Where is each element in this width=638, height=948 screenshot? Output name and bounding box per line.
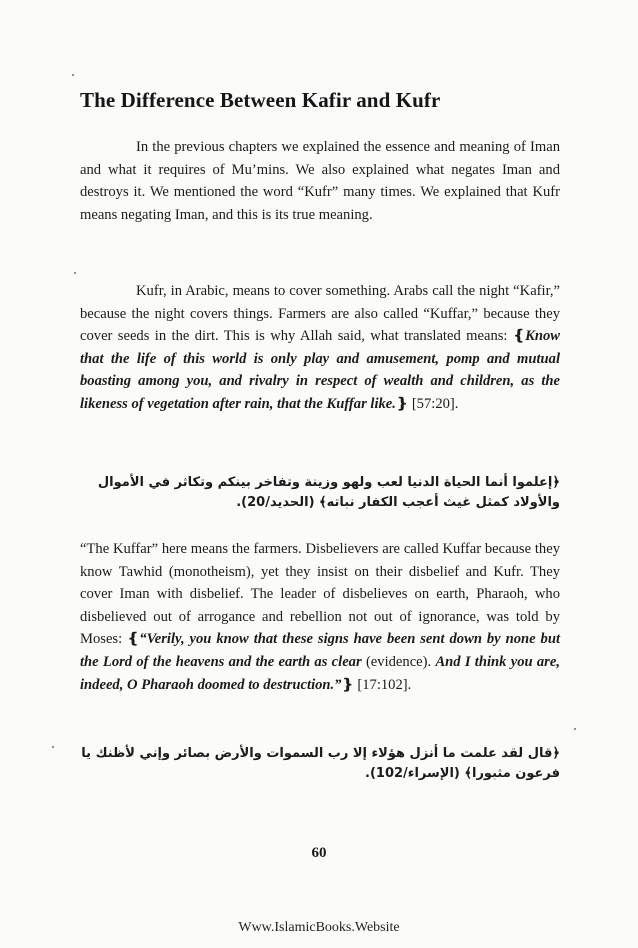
quran-quote-57-20: Know that the life of this world is only play and amusement, pomp and mutual boasting among you, and rivalry in respect of wealth and children, as the likeness of vegetation after rain, that the Kuffar like. [80, 328, 560, 412]
scan-speck [72, 74, 74, 76]
paragraph-intro [80, 136, 560, 226]
quran-quote-17-102-evidence: (evidence). [361, 653, 436, 670]
ayah-open-bracket: ❴ [127, 631, 140, 648]
ayah-close-bracket: ❵ [395, 395, 409, 412]
arabic-verse-57-20: ﴿إعلموا أنما الحياة الدنيا لعب ولهو وزينة وتفاخر بينكم وتكاثر في الأموال والأولاد كمثل غيث أعجب الكفار نباته﴾ (الحديد/20). [97, 475, 560, 510]
paragraph-kufr-meaning [80, 280, 560, 416]
page-number: 60 [311, 845, 327, 861]
arabic-verse-17-102: ﴿قال لقد علمت ما أنزل هؤلاء إلا رب السموات والأرض بصائر وإني لأظنك يا فرعون مثبورا﴾ (الإسراء/102). [81, 746, 560, 781]
quran-quote-17-102-part2: And I think you are, indeed, O Pharaoh doomed to destruction.” [80, 653, 560, 693]
ayah-close-bracket: ❵ [341, 676, 354, 693]
scan-speck [574, 728, 576, 730]
paragraph-kuffar-text: “The Kuffar” here means the farmers. Disbelievers are called Kuffar because they know Tawhid (monotheism), yet they insist on their disbelief and Kufr. They cover Iman with disbelief. The leader of disbelieves on earth, Pharaoh, who disbelieved out of arrogance and rebellion not out of ignorance, was told by Moses: [80, 541, 560, 648]
quran-quote-17-102-part1: “Verily, you know that these signs have been sent down by none but the Lord of the heavens and the earth as clear [80, 631, 560, 670]
paragraph-kuffar [80, 538, 560, 696]
scan-speck [74, 272, 76, 274]
scan-speck [52, 746, 54, 748]
paragraph-kufr-meaning-text: Kufr, in Arabic, means to cover something. Arabs call the night “Kafir,” because the night covers things. Farmers are also called “Kuffar,” because they cover seeds in the dirt. This is why Allah said, what translated means: [80, 283, 560, 345]
chapter-title: The Difference Between Kafir and Kufr [80, 88, 441, 112]
footer-website: Www.IslamicBooks.Website [238, 920, 400, 935]
quran-reference-17-102: [17:102]. [353, 676, 412, 693]
paragraph-intro-text: In the previous chapters we explained the essence and meaning of Iman and what it requires of Mu’mins. We also explained what negates Iman and destroys it. We mentioned the word “Kufr” many times. We explained that Kufr means negating Iman, and this is its true meaning. [80, 139, 560, 223]
ayah-open-bracket: ❴ [512, 328, 526, 345]
quran-reference-57-20: [57:20]. [408, 395, 459, 412]
